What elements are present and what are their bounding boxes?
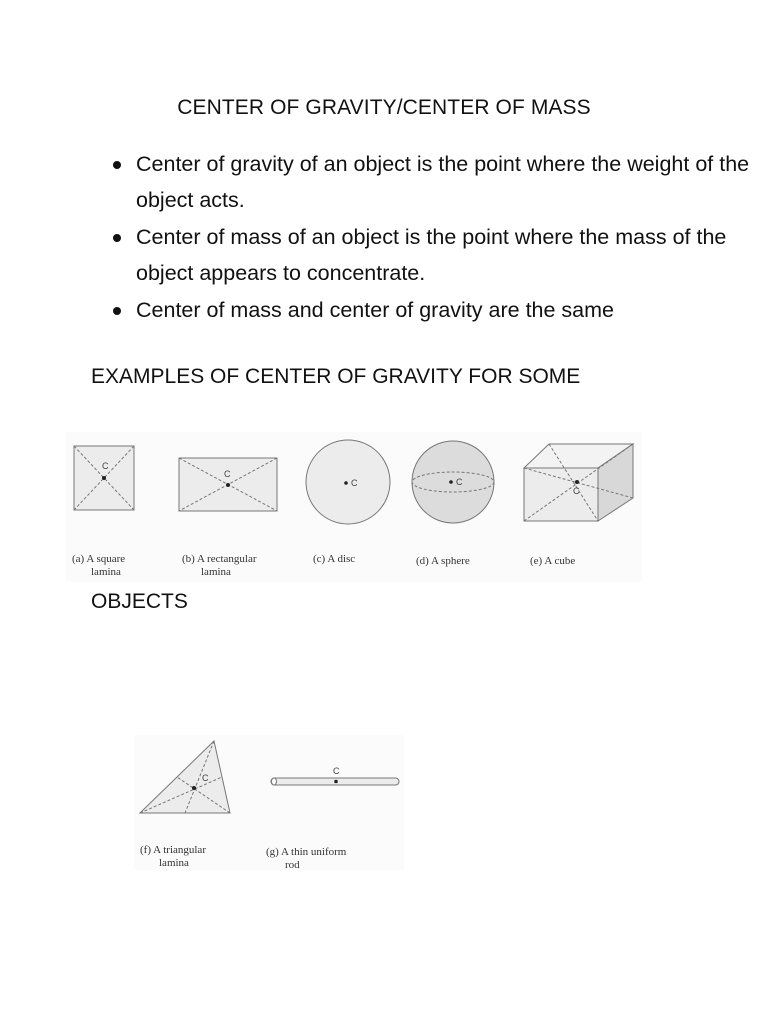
caption-d: (d) A sphere [416, 555, 470, 567]
center-label: C [333, 766, 340, 776]
cube-diagram [524, 444, 633, 521]
bullet-dot-icon [113, 161, 121, 169]
bullet-item [112, 219, 752, 291]
caption-a: (a) A square lamina [72, 553, 126, 578]
caption-g: (g) A thin uniform rod [266, 846, 347, 871]
center-label: C [202, 773, 209, 783]
caption-f: (f) A triangular lamina [140, 844, 206, 869]
center-label: C [456, 477, 463, 487]
center-label: C [573, 486, 580, 496]
section-heading: EXAMPLES OF CENTER OF GRAVITY FOR SOME [91, 365, 581, 388]
bullet-text: Center of mass of an object is the point where the mass of the object appears to concentrate. [136, 225, 727, 285]
bullet-dot-icon [113, 307, 121, 315]
center-label: C [102, 461, 109, 471]
caption-c: (c) A disc [313, 553, 356, 565]
bullet-dot-icon [113, 234, 121, 242]
square-lamina-diagram [74, 446, 134, 510]
rectangular-lamina-diagram [179, 458, 277, 511]
triangular-lamina-diagram [140, 741, 230, 813]
bullet-item [112, 292, 752, 328]
bullet-text: Center of gravity of an object is the point where the weight of the object acts. [136, 152, 750, 212]
center-label: C [224, 469, 231, 479]
figure-row-1-diagrams [66, 432, 642, 542]
sphere-diagram [412, 441, 494, 523]
figure-row-2-diagrams [134, 735, 404, 817]
definition-list [112, 146, 752, 329]
caption-e: (e) A cube [530, 555, 576, 567]
page-title: CENTER OF GRAVITY/CENTER OF MASS [177, 96, 591, 119]
thin-rod-diagram [271, 766, 399, 785]
caption-b: (b) A rectangular lamina [182, 553, 257, 578]
bullet-text: Center of mass and center of gravity are the same [136, 298, 615, 322]
figure-row-2 [134, 735, 404, 870]
disc-diagram [306, 440, 390, 524]
bullet-item [112, 146, 752, 218]
center-label: C [351, 478, 358, 488]
section-heading: OBJECTS [91, 590, 188, 613]
figure-row-1 [66, 432, 642, 582]
